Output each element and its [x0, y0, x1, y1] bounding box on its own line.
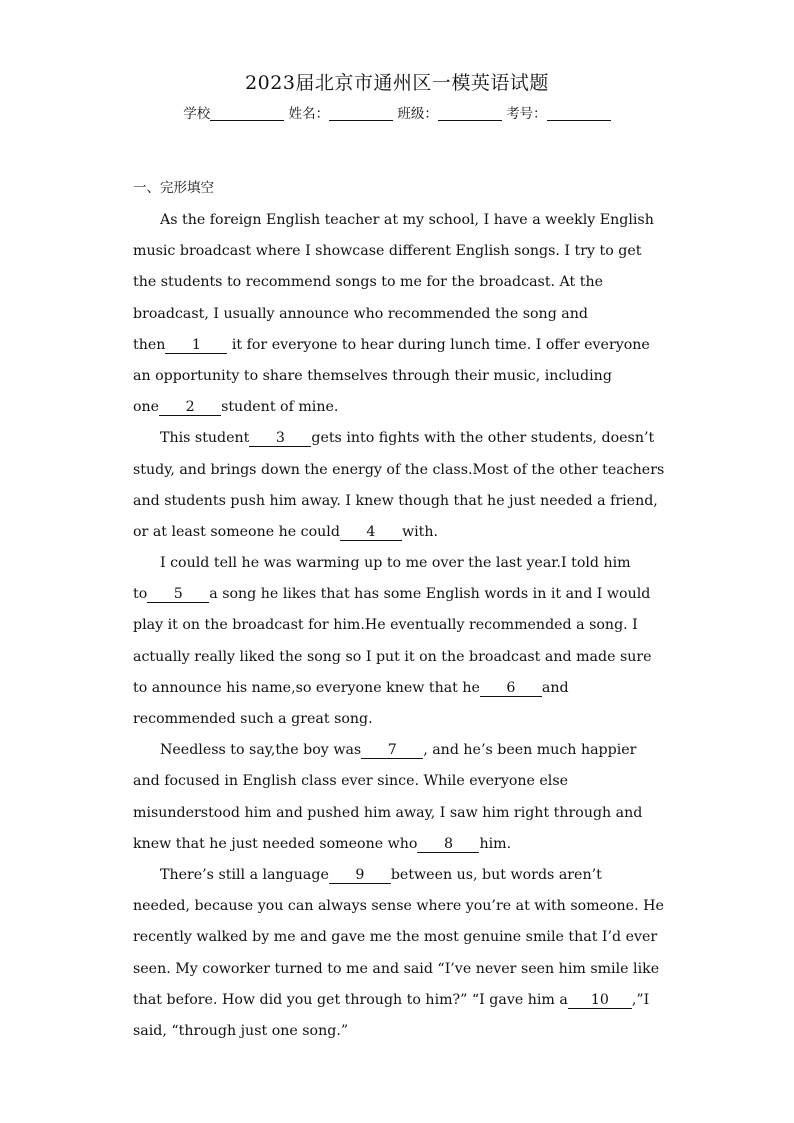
blank-1[interactable]: 1	[165, 337, 227, 354]
passage-line: play it on the broadcast for him.He eventually recommended a song. I	[133, 617, 638, 634]
passage-line: broadcast, I usually announce who recommended the song and	[133, 305, 588, 322]
passage-text: This student	[160, 430, 250, 447]
passage-line	[133, 330, 678, 361]
passage-text: it for everyone to hear during lunch time. I offer everyone	[227, 336, 650, 353]
passage-line: an opportunity to share themselves through their music, including	[133, 367, 612, 384]
cloze-passage	[133, 205, 678, 1047]
school-field[interactable]	[210, 106, 284, 121]
blank-5[interactable]: 5	[147, 586, 209, 603]
blank-6[interactable]: 6	[480, 680, 542, 697]
passage-line: As the foreign English teacher at my school, I have a weekly English	[160, 212, 654, 228]
passage-text: between us, but words aren’t	[390, 866, 602, 883]
passage-text: that before. How did you get through to him?” “I gave him a	[133, 991, 568, 1008]
passage-text: then	[133, 336, 166, 353]
passage-text: to	[133, 586, 148, 603]
passage-text: Needless to say,the boy was	[160, 742, 362, 759]
passage-line	[133, 579, 678, 610]
blank-7[interactable]: 7	[361, 742, 423, 759]
passage-line: misunderstood him and pushed him away, I saw him right through and	[133, 804, 643, 821]
passage-line: recently walked by me and gave me the most genuine smile that I’d ever	[133, 929, 658, 946]
passage-text: student of mine.	[221, 399, 339, 416]
passage-text: one	[133, 399, 160, 416]
passage-text: a song he likes that has some English words in it and I would	[209, 586, 651, 603]
passage-text: or at least someone he could	[133, 523, 340, 540]
passage-line: said, “through just one song.”	[133, 1022, 349, 1039]
passage-text: There’s still a language	[160, 866, 329, 883]
page-title: 2023届北京市通州区一模英语试题	[245, 72, 549, 94]
passage-line: recommended such a great song.	[133, 711, 373, 727]
passage-line	[133, 829, 678, 860]
name-field[interactable]	[329, 106, 393, 121]
class-field[interactable]	[438, 106, 502, 121]
passage-line	[133, 735, 678, 766]
passage-line	[133, 673, 678, 704]
passage-text: with.	[401, 523, 438, 540]
exam-number-field[interactable]	[547, 106, 611, 121]
passage-line: the students to recommend songs to me for the broadcast. At the	[133, 274, 603, 291]
passage-text: him.	[479, 835, 512, 852]
passage-text: to announce his name,so everyone knew that he	[133, 679, 480, 696]
school-label: 学校	[183, 106, 211, 122]
passage-line: study, and brings down the energy of the class.Most of the other teachers	[133, 461, 665, 478]
blank-9[interactable]: 9	[329, 867, 391, 884]
passage-line: needed, because you can always sense where you’re at with someone. He	[133, 898, 664, 915]
blank-10[interactable]: 10	[568, 992, 632, 1009]
passage-text: knew that he just needed someone who	[133, 835, 418, 852]
passage-line	[133, 985, 678, 1016]
blank-2[interactable]: 2	[159, 399, 221, 416]
section-title: 一、完形填空	[133, 180, 214, 196]
passage-line: seen. My coworker turned to me and said “I’ve never seen him smile like	[133, 960, 660, 977]
passage-line	[133, 517, 678, 548]
passage-line: and students push him away. I knew though that he just needed a friend,	[133, 492, 658, 509]
passage-line	[133, 392, 678, 423]
blank-8[interactable]: 8	[417, 836, 479, 853]
passage-text: , and he’s been much happier	[423, 742, 637, 759]
passage-line: and focused in English class ever since. While everyone else	[133, 773, 569, 790]
name-label: 姓名：	[288, 106, 330, 122]
passage-line	[133, 860, 678, 891]
student-info-line	[0, 102, 794, 122]
blank-3[interactable]: 3	[249, 430, 311, 447]
class-label: 班级：	[397, 106, 438, 122]
exam-number-label: 考号：	[506, 106, 547, 122]
passage-text: gets into fights with the other students, doesn’t	[311, 430, 655, 447]
passage-line: music broadcast where I showcase different English songs. I try to get	[133, 243, 642, 260]
passage-line	[133, 423, 678, 454]
passage-text: ,”I	[631, 991, 650, 1008]
passage-text: and	[541, 679, 569, 696]
blank-4[interactable]: 4	[340, 524, 402, 541]
passage-line: I could tell he was warming up to me over the last year.I told him	[160, 555, 631, 572]
passage-line: actually really liked the song so I put it on the broadcast and made sure	[133, 648, 652, 665]
